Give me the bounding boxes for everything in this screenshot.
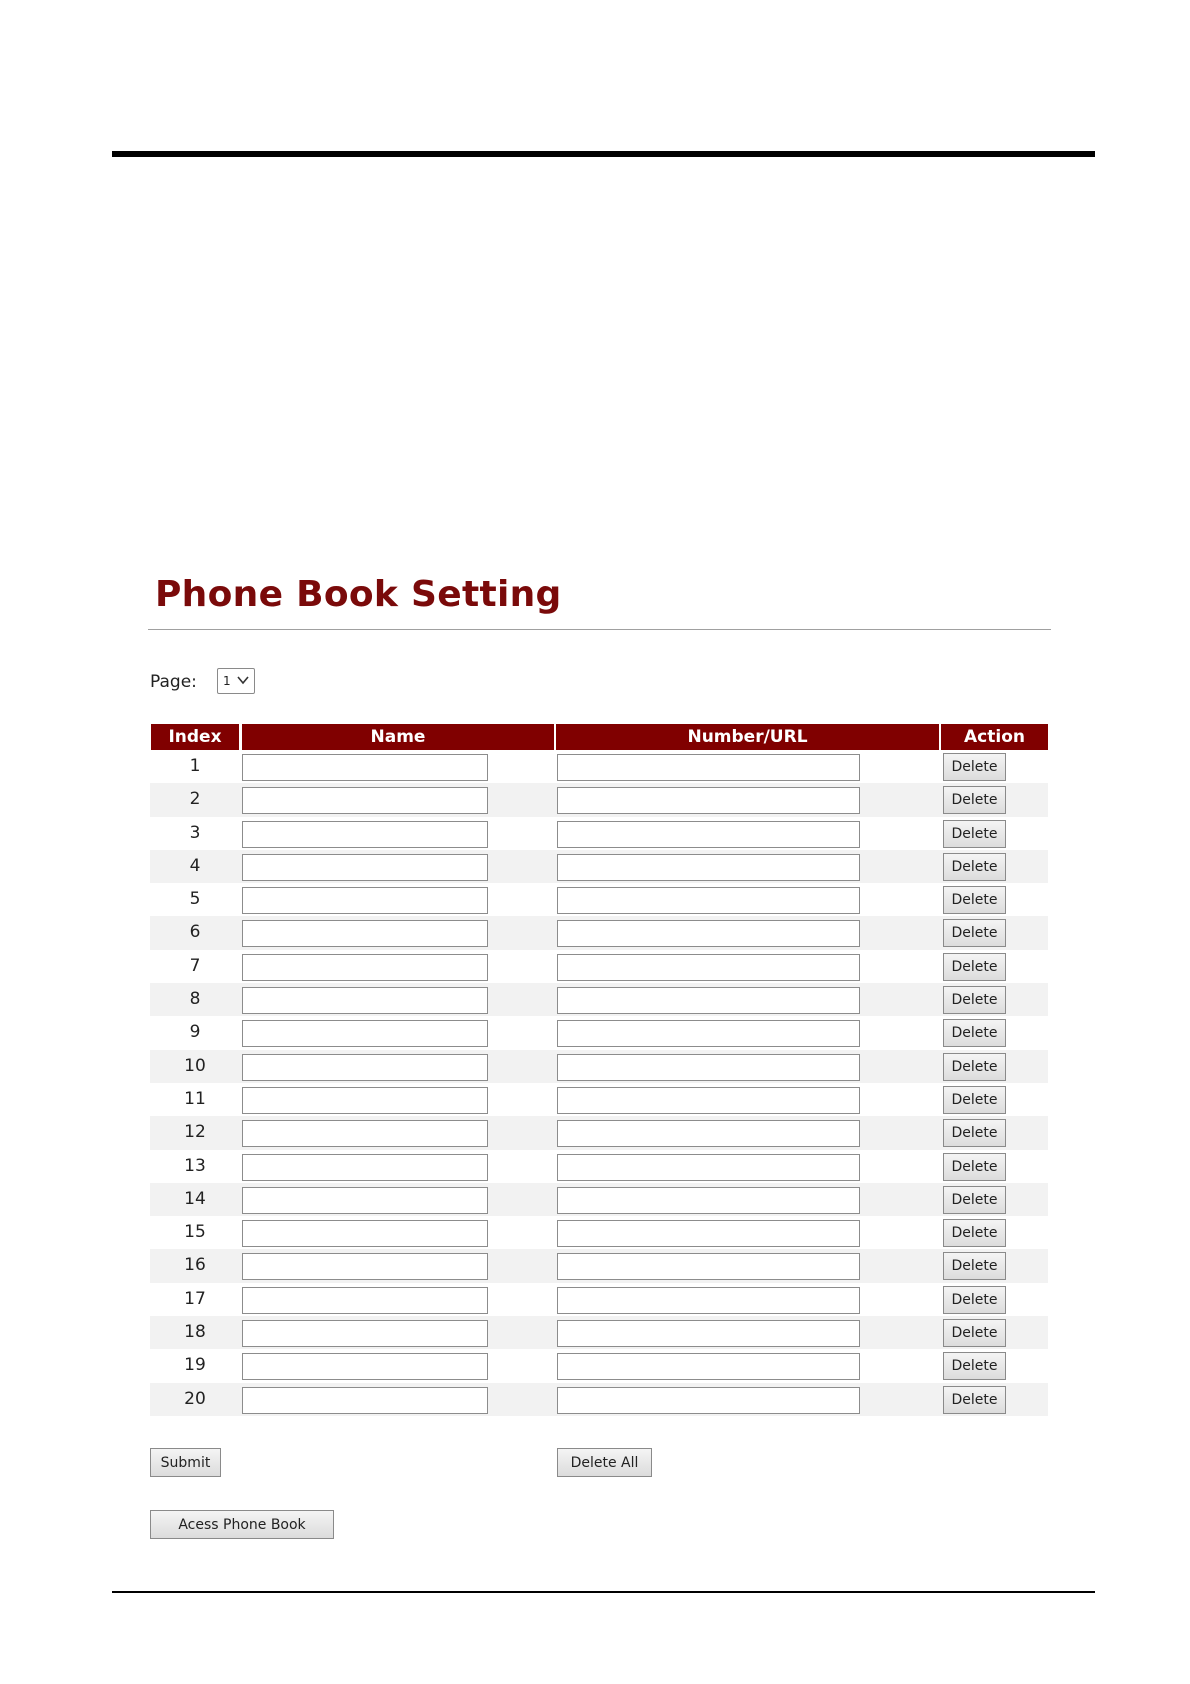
header-name: Name [242, 724, 554, 750]
number-url-input[interactable] [557, 1120, 860, 1147]
delete-button[interactable]: Delete [943, 1019, 1006, 1047]
table-header-row [150, 724, 1048, 750]
name-input[interactable] [242, 987, 488, 1014]
row-index: 13 [184, 1155, 206, 1176]
name-input[interactable] [242, 1220, 488, 1247]
row-index: 2 [189, 789, 201, 810]
number-url-input[interactable] [557, 987, 860, 1014]
number-url-input[interactable] [557, 920, 860, 947]
row-index: 18 [184, 1322, 206, 1343]
number-url-input[interactable] [557, 1253, 860, 1280]
delete-button[interactable]: Delete [943, 1086, 1006, 1114]
table-row [150, 1183, 1048, 1216]
table-row [150, 1216, 1048, 1249]
name-input[interactable] [242, 1320, 488, 1347]
delete-button[interactable]: Delete [943, 786, 1006, 814]
name-input[interactable] [242, 787, 488, 814]
delete-button[interactable]: Delete [943, 1319, 1006, 1347]
number-url-input[interactable] [557, 1187, 860, 1214]
chevron-down-icon [236, 673, 250, 687]
delete-button[interactable]: Delete [943, 986, 1006, 1014]
table-row [150, 1349, 1048, 1382]
name-input[interactable] [242, 1054, 488, 1081]
number-url-input[interactable] [557, 1220, 860, 1247]
row-index: 16 [184, 1255, 206, 1276]
row-index: 7 [189, 955, 201, 976]
delete-button[interactable]: Delete [943, 1219, 1006, 1247]
table-row [150, 1283, 1048, 1316]
row-index: 12 [184, 1122, 206, 1143]
row-index: 5 [189, 889, 201, 910]
header-action: Action [941, 724, 1048, 750]
number-url-input[interactable] [557, 787, 860, 814]
page-select-value: 1 [223, 674, 231, 688]
submit-button[interactable]: Submit [150, 1448, 221, 1477]
delete-button[interactable]: Delete [943, 953, 1006, 981]
name-input[interactable] [242, 1353, 488, 1380]
delete-all-button[interactable]: Delete All [557, 1448, 652, 1477]
table-row [150, 1016, 1048, 1049]
delete-button[interactable]: Delete [943, 919, 1006, 947]
row-index: 9 [189, 1022, 201, 1043]
row-index: 6 [189, 922, 201, 943]
page-title: Phone Book Setting [155, 574, 562, 615]
row-index: 8 [189, 989, 201, 1010]
title-divider [148, 629, 1051, 630]
name-input[interactable] [242, 1387, 488, 1414]
delete-button[interactable]: Delete [943, 1119, 1006, 1147]
row-index: 19 [184, 1355, 206, 1376]
table-row [150, 750, 1048, 783]
table-row [150, 1383, 1048, 1416]
table-row [150, 817, 1048, 850]
table-row [150, 983, 1048, 1016]
name-input[interactable] [242, 1120, 488, 1147]
delete-button[interactable]: Delete [943, 1286, 1006, 1314]
header-index: Index [151, 724, 239, 750]
delete-button[interactable]: Delete [943, 820, 1006, 848]
name-input[interactable] [242, 1020, 488, 1047]
row-index: 10 [184, 1055, 206, 1076]
number-url-input[interactable] [557, 1387, 860, 1414]
name-input[interactable] [242, 1253, 488, 1280]
table-row [150, 1316, 1048, 1349]
table-row [150, 1249, 1048, 1282]
row-index: 14 [184, 1188, 206, 1209]
name-input[interactable] [242, 954, 488, 981]
row-index: 11 [184, 1088, 206, 1109]
number-url-input[interactable] [557, 1287, 860, 1314]
table-row [150, 850, 1048, 883]
number-url-input[interactable] [557, 754, 860, 781]
number-url-input[interactable] [557, 821, 860, 848]
number-url-input[interactable] [557, 1087, 860, 1114]
name-input[interactable] [242, 887, 488, 914]
delete-button[interactable]: Delete [943, 1386, 1006, 1414]
name-input[interactable] [242, 854, 488, 881]
row-index: 3 [189, 822, 201, 843]
number-url-input[interactable] [557, 1353, 860, 1380]
number-url-input[interactable] [557, 1020, 860, 1047]
number-url-input[interactable] [557, 1054, 860, 1081]
name-input[interactable] [242, 1187, 488, 1214]
page-label: Page: [150, 672, 197, 692]
table-row [150, 883, 1048, 916]
table-row [150, 1150, 1048, 1183]
number-url-input[interactable] [557, 854, 860, 881]
page-select[interactable] [217, 668, 255, 694]
row-index: 1 [189, 756, 201, 776]
row-index: 17 [184, 1288, 206, 1309]
document-top-rule [112, 151, 1095, 157]
delete-button[interactable]: Delete [943, 1186, 1006, 1214]
name-input[interactable] [242, 1087, 488, 1114]
delete-button[interactable]: Delete [943, 853, 1006, 881]
table-row [150, 1083, 1048, 1116]
delete-button[interactable]: Delete [943, 1153, 1006, 1181]
name-input[interactable] [242, 1154, 488, 1181]
table-row [150, 1050, 1048, 1083]
access-phone-book-button[interactable]: Acess Phone Book [150, 1510, 334, 1539]
delete-button[interactable]: Delete [943, 1352, 1006, 1380]
number-url-input[interactable] [557, 887, 860, 914]
delete-button[interactable]: Delete [943, 1252, 1006, 1280]
number-url-input[interactable] [557, 1154, 860, 1181]
document-bottom-rule [112, 1591, 1095, 1593]
header-number: Number/URL [556, 724, 939, 750]
table-row [150, 783, 1048, 816]
phone-book-table [150, 724, 1048, 1416]
row-index: 20 [184, 1388, 206, 1409]
name-input[interactable] [242, 920, 488, 947]
delete-button[interactable]: Delete [943, 1053, 1006, 1081]
row-index: 15 [184, 1222, 206, 1243]
table-row [150, 1116, 1048, 1149]
table-row [150, 916, 1048, 949]
number-url-input[interactable] [557, 1320, 860, 1347]
table-row [150, 950, 1048, 983]
delete-button[interactable]: Delete [943, 753, 1006, 781]
delete-button[interactable]: Delete [943, 886, 1006, 914]
name-input[interactable] [242, 754, 488, 781]
row-index: 4 [189, 855, 201, 876]
name-input[interactable] [242, 821, 488, 848]
name-input[interactable] [242, 1287, 488, 1314]
number-url-input[interactable] [557, 954, 860, 981]
